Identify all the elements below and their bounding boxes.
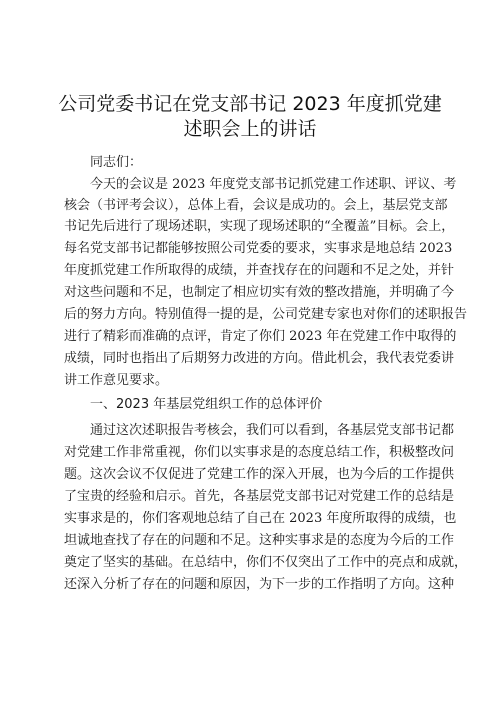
paragraph-line: 今天的会议是 2023 年度党支部书记抓党建工作述职、评议、考 <box>90 177 457 192</box>
paragraph-line: 还深入分析了存在的问题和原因，为下一步的工作指明了方向。这种 <box>64 577 455 592</box>
paragraph-line: 奠定了坚实的基础。在总结中，你们不仅突出了工作中的亮点和成就， <box>64 555 468 570</box>
paragraph-line: 核会（书评考会议），总体上看，会议是成功的。会上，基层党支部 <box>64 198 448 213</box>
paragraph-line: 坦诚地查找了存在的问题和不足。这种实事求是的态度为今后的工作 <box>64 533 455 548</box>
paragraph-line: 题。这次会议不仅促进了党建工作的深入开展，也为今后的工作提供 <box>64 467 455 482</box>
document-title: 公司党委书记在党支部书记 2023 年度抓党建 <box>58 93 442 115</box>
paragraph-line: 进行了精彩而准确的点评，肯定了你们 2023 年在党建工作中取得的 <box>64 329 457 344</box>
paragraph-line: 实事求是的，你们客观地总结了自己在 2023 年度所取得的成绩，也 <box>64 511 457 526</box>
paragraph-line: 每名党支部书记都能够按照公司党委的要求，实事求是地总结 2023 <box>64 241 453 256</box>
paragraph-line: 通过这次述职报告考核会，我们可以看到，各基层党支部书记都 <box>90 423 455 438</box>
paragraph-line: 后的努力方向。特别值得一提的是，公司党建专家也对你们的述职报告 <box>64 307 468 322</box>
paragraph-line: 了宝贵的经验和启示。首先，各基层党支部书记对党建工作的总结是 <box>64 489 455 504</box>
paragraph-line: 成绩，同时也指出了后期努力改进的方向。借此机会，我代表党委讲 <box>64 351 455 366</box>
salutation: 同志们： <box>90 155 143 170</box>
paragraph-line: 对党建工作非常重视，你们以实事求是的态度总结工作，积极整改问 <box>64 445 455 460</box>
section-heading: 一、2023 年基层党组织工作的总体评价 <box>90 397 323 412</box>
paragraph-line: 讲工作意见要求。 <box>64 373 169 388</box>
document-title-continued: 述职会上的讲话 <box>183 118 317 140</box>
paragraph-line: 书记先后进行了现场述职，实现了现场述职的“全覆盖”目标。会上， <box>64 219 455 234</box>
paragraph-line: 对这些问题和不足，也制定了相应切实有效的整改措施，并明确了今 <box>64 285 455 300</box>
paragraph-line: 年度抓党建工作所取得的成绩，并查找存在的问题和不足之处，并针 <box>64 263 455 278</box>
